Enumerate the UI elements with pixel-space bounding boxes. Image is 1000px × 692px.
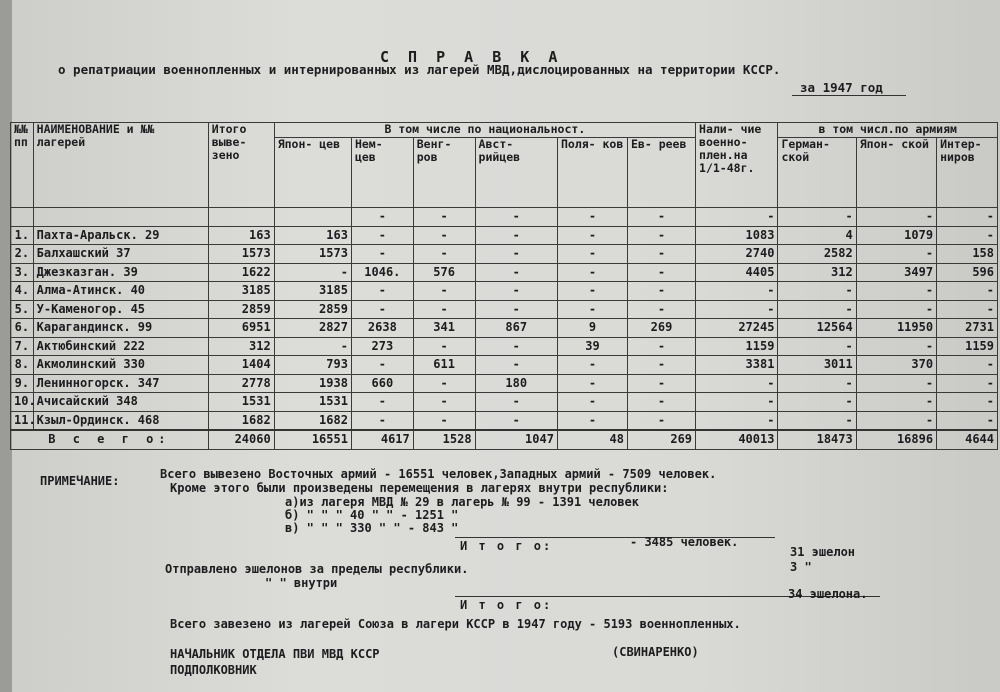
table-row: [11, 208, 998, 227]
cell-total: 1573: [208, 245, 274, 264]
sent-value-1: 31 эшелон: [790, 545, 856, 559]
cell-austrians: -: [475, 282, 557, 301]
header-poles: Поля- ков: [557, 138, 627, 208]
cell-total: 1622: [208, 263, 274, 282]
cell-japanese-army: -: [856, 208, 936, 227]
cell-poles: -: [557, 374, 627, 393]
cell-num: 5.: [11, 300, 34, 319]
cell-germans: 273: [351, 337, 413, 356]
header-austrians: Авст- рийцев: [475, 138, 557, 208]
cell-japanese: 793: [274, 356, 351, 375]
table-row: [11, 282, 998, 301]
totals-aus: 1047: [475, 430, 557, 449]
table-row: [11, 337, 998, 356]
cell-remaining: -: [696, 393, 778, 412]
cell-poles: -: [557, 226, 627, 245]
cell-german-army: -: [778, 337, 856, 356]
cell-japanese: -: [274, 337, 351, 356]
cell-interned: -: [937, 393, 998, 412]
totals-label: В с е г о:: [11, 430, 209, 449]
sent-line-2: " " внутри: [265, 576, 338, 590]
table-row: [11, 245, 998, 264]
cell-total: 6951: [208, 319, 274, 338]
itogo-1-value: - 3485 человек.: [630, 535, 739, 549]
cell-total: 1531: [208, 393, 274, 412]
itogo-2-value: 34 эшелона.: [788, 587, 868, 601]
header-jews: Ев- реев: [628, 138, 696, 208]
header-hungarians: Венг- ров: [413, 138, 475, 208]
cell-german-army: -: [778, 208, 856, 227]
cell-poles: -: [557, 356, 627, 375]
cell-poles: -: [557, 282, 627, 301]
cell-germans: -: [351, 411, 413, 430]
cell-germans: 1046.: [351, 263, 413, 282]
signature-rank: ПОДПОЛКОВНИК: [170, 663, 257, 677]
year-underline: [792, 95, 906, 96]
cell-german-army: -: [778, 374, 856, 393]
cell-hungarians: -: [413, 282, 475, 301]
cell-austrians: 180: [475, 374, 557, 393]
cell-remaining: -: [696, 300, 778, 319]
cell-hungarians: -: [413, 226, 475, 245]
header-japanese: Япон- цев: [274, 138, 351, 208]
cell-jews: -: [628, 337, 696, 356]
cell-remaining: 4405: [696, 263, 778, 282]
cell-camp: Джезказган. 39: [33, 263, 208, 282]
cell-hungarians: 576: [413, 263, 475, 282]
header-japanese-army: Япон- ской: [856, 138, 936, 208]
cell-camp: Пахта-Аральск. 29: [33, 226, 208, 245]
table-row: [11, 393, 998, 412]
cell-total: 163: [208, 226, 274, 245]
itogo-1-label: И т о г о:: [460, 539, 553, 553]
cell-japanese-army: -: [856, 245, 936, 264]
cell-total: 3185: [208, 282, 274, 301]
cell-total: 1682: [208, 411, 274, 430]
document-title: С П Р А В К А: [380, 48, 563, 66]
cell-german-army: 312: [778, 263, 856, 282]
cell-num: 4.: [11, 282, 34, 301]
cell-num: 1.: [11, 226, 34, 245]
cell-german-army: -: [778, 300, 856, 319]
cell-austrians: -: [475, 245, 557, 264]
cell-camp: Балхашский 37: [33, 245, 208, 264]
cell-japanese: 163: [274, 226, 351, 245]
cell-japanese-army: 11950: [856, 319, 936, 338]
cell-num: 10.: [11, 393, 34, 412]
table-row: [11, 263, 998, 282]
cell-camp: У-Каменогор. 45: [33, 300, 208, 319]
header-army-group: в том числ.по армиям: [778, 123, 998, 138]
cell-interned: 158: [937, 245, 998, 264]
cell-german-army: 3011: [778, 356, 856, 375]
cell-interned: -: [937, 300, 998, 319]
cell-japanese: 1682: [274, 411, 351, 430]
header-germans: Нем- цев: [351, 138, 413, 208]
cell-german-army: 12564: [778, 319, 856, 338]
cell-remaining: 3381: [696, 356, 778, 375]
note-line-5: в) " " " 330 " " - 843 ": [285, 521, 459, 535]
table-row: [11, 300, 998, 319]
cell-japanese-army: 370: [856, 356, 936, 375]
itogo-2-label: И т о г о:: [460, 598, 553, 612]
cell-japanese: 3185: [274, 282, 351, 301]
cell-jews: -: [628, 282, 696, 301]
cell-interned: -: [937, 282, 998, 301]
cell-germans: -: [351, 393, 413, 412]
note-line-3: а)из лагеря МВД № 29 в лагерь № 99 - 1391 человек: [285, 495, 640, 509]
cell-hungarians: -: [413, 245, 475, 264]
cell-jews: 269: [628, 319, 696, 338]
cell-germans: 660: [351, 374, 413, 393]
cell-austrians: -: [475, 226, 557, 245]
cell-num: 9.: [11, 374, 34, 393]
cell-hungarians: -: [413, 374, 475, 393]
signature-title: НАЧАЛЬНИК ОТДЕЛА ПВИ МВД КССР: [170, 647, 380, 661]
cell-jews: -: [628, 411, 696, 430]
totals-jap: 16551: [274, 430, 351, 449]
cell-austrians: -: [475, 411, 557, 430]
cell-japanese-army: -: [856, 411, 936, 430]
cell-camp: Актюбинский 222: [33, 337, 208, 356]
cell-interned: -: [937, 208, 998, 227]
header-remaining: Нали- чие военно- плен.на 1/1-48г.: [696, 123, 778, 208]
cell-remaining: -: [696, 208, 778, 227]
note-label: ПРИМЕЧАНИЕ:: [40, 474, 120, 488]
cell-japanese: 2859: [274, 300, 351, 319]
cell-austrians: -: [475, 393, 557, 412]
cell-remaining: -: [696, 374, 778, 393]
cell-austrians: -: [475, 300, 557, 319]
cell-japanese-army: -: [856, 337, 936, 356]
cell-austrians: -: [475, 208, 557, 227]
table-row: [11, 356, 998, 375]
cell-total: 2778: [208, 374, 274, 393]
totals-garmy: 18473: [778, 430, 856, 449]
cell-japanese: -: [274, 263, 351, 282]
table-body: [11, 208, 998, 450]
cell-germans: -: [351, 208, 413, 227]
cell-germans: -: [351, 245, 413, 264]
cell-interned: 596: [937, 263, 998, 282]
cell-camp: Акмолинский 330: [33, 356, 208, 375]
cell-poles: -: [557, 263, 627, 282]
cell-interned: 2731: [937, 319, 998, 338]
cell-jews: -: [628, 208, 696, 227]
cell-germans: -: [351, 356, 413, 375]
cell-japanese-army: 1079: [856, 226, 936, 245]
repatriation-table: [10, 122, 998, 450]
cell-jews: -: [628, 245, 696, 264]
cell-poles: -: [557, 411, 627, 430]
document-year: за 1947 год: [800, 80, 883, 95]
totals-jarmy: 16896: [856, 430, 936, 449]
table-row: [11, 411, 998, 430]
cell-remaining: -: [696, 282, 778, 301]
cell-jews: -: [628, 300, 696, 319]
cell-camp: Ленинногорск. 347: [33, 374, 208, 393]
cell-jews: -: [628, 263, 696, 282]
cell-camp: Алма-Атинск. 40: [33, 282, 208, 301]
header-german-army: Герман- ской: [778, 138, 856, 208]
cell-austrians: -: [475, 356, 557, 375]
sent-value-2: 3 ": [790, 560, 812, 574]
note-line-4: б) " " " 40 " " - 1251 ": [285, 508, 459, 522]
cell-japanese: 1938: [274, 374, 351, 393]
cell-german-army: 2582: [778, 245, 856, 264]
cell-hungarians: -: [413, 411, 475, 430]
cell-japanese-army: 3497: [856, 263, 936, 282]
cell-remaining: 27245: [696, 319, 778, 338]
cell-num: 6.: [11, 319, 34, 338]
cell-jews: -: [628, 374, 696, 393]
cell-interned: -: [937, 374, 998, 393]
cell-jews: -: [628, 393, 696, 412]
cell-germans: 2638: [351, 319, 413, 338]
cell-camp: Карагандинск. 99: [33, 319, 208, 338]
cell-camp: Ачисайский 348: [33, 393, 208, 412]
cell-hungarians: 341: [413, 319, 475, 338]
table-row: [11, 319, 998, 338]
header-name: НАИМЕНОВАНИЕ и №№ лагерей: [33, 123, 208, 208]
cell-num: [11, 208, 34, 227]
cell-camp: [33, 208, 208, 227]
cell-num: 2.: [11, 245, 34, 264]
cell-num: 7.: [11, 337, 34, 356]
sent-line-1: Отправлено эшелонов за пределы республики.: [165, 562, 469, 576]
cell-poles: -: [557, 393, 627, 412]
cell-remaining: 1083: [696, 226, 778, 245]
cell-poles: 9: [557, 319, 627, 338]
cell-japanese-army: -: [856, 374, 936, 393]
cell-german-army: -: [778, 411, 856, 430]
cell-german-army: -: [778, 282, 856, 301]
final-total-line: Всего завезено из лагерей Союза в лагери КССР в 1947 году - 5193 военнопленных.: [170, 617, 741, 631]
totals-int: 4644: [937, 430, 998, 449]
cell-german-army: 4: [778, 226, 856, 245]
cell-japanese-army: -: [856, 300, 936, 319]
cell-total: 1404: [208, 356, 274, 375]
cell-poles: 39: [557, 337, 627, 356]
cell-camp: Кзыл-Ординск. 468: [33, 411, 208, 430]
header-num: №№ пп: [11, 123, 34, 208]
cell-interned: -: [937, 411, 998, 430]
note-line-2: Кроме этого были произведены перемещения в лагерях внутри республики:: [170, 481, 669, 495]
cell-interned: 1159: [937, 337, 998, 356]
cell-japanese: 1573: [274, 245, 351, 264]
document-subtitle: о репатриации военнопленных и интернированных из лагерей МВД,дислоцированных на территории КССР.: [58, 62, 781, 77]
note-line-1: Всего вывезено Восточных армий - 16551 человек,Западных армий - 7509 человек.: [160, 467, 717, 481]
header-total: Итого выве- зено: [208, 123, 274, 208]
cell-hungarians: -: [413, 337, 475, 356]
cell-japanese: [274, 208, 351, 227]
cell-hungarians: 611: [413, 356, 475, 375]
cell-remaining: -: [696, 411, 778, 430]
cell-hungarians: -: [413, 300, 475, 319]
totals-row: [11, 430, 998, 449]
totals-hun: 1528: [413, 430, 475, 449]
cell-austrians: 867: [475, 319, 557, 338]
cell-jews: -: [628, 226, 696, 245]
table-row: [11, 374, 998, 393]
cell-hungarians: -: [413, 393, 475, 412]
totals-total: 24060: [208, 430, 274, 449]
cell-japanese-army: -: [856, 282, 936, 301]
totals-pol: 48: [557, 430, 627, 449]
cell-poles: -: [557, 245, 627, 264]
cell-poles: -: [557, 208, 627, 227]
cell-japanese-army: -: [856, 393, 936, 412]
cell-japanese: 1531: [274, 393, 351, 412]
cell-germans: -: [351, 282, 413, 301]
cell-num: 11.: [11, 411, 34, 430]
cell-germans: -: [351, 300, 413, 319]
cell-german-army: -: [778, 393, 856, 412]
table-row: [11, 226, 998, 245]
cell-germans: -: [351, 226, 413, 245]
cell-japanese: 2827: [274, 319, 351, 338]
signature-name: (СВИНАРЕНКО): [612, 645, 699, 659]
cell-remaining: 1159: [696, 337, 778, 356]
totals-rem: 40013: [696, 430, 778, 449]
cell-total: [208, 208, 274, 227]
cell-num: 3.: [11, 263, 34, 282]
cell-interned: -: [937, 226, 998, 245]
header-nationality-group: В том числе по национальност.: [274, 123, 695, 138]
cell-poles: -: [557, 300, 627, 319]
cell-remaining: 2740: [696, 245, 778, 264]
totals-ger: 4617: [351, 430, 413, 449]
cell-total: 312: [208, 337, 274, 356]
cell-total: 2859: [208, 300, 274, 319]
header-interned: Интер- ниров: [937, 138, 998, 208]
cell-austrians: -: [475, 337, 557, 356]
cell-hungarians: -: [413, 208, 475, 227]
cell-interned: -: [937, 356, 998, 375]
cell-austrians: -: [475, 263, 557, 282]
cell-num: 8.: [11, 356, 34, 375]
cell-jews: -: [628, 356, 696, 375]
totals-jew: 269: [628, 430, 696, 449]
